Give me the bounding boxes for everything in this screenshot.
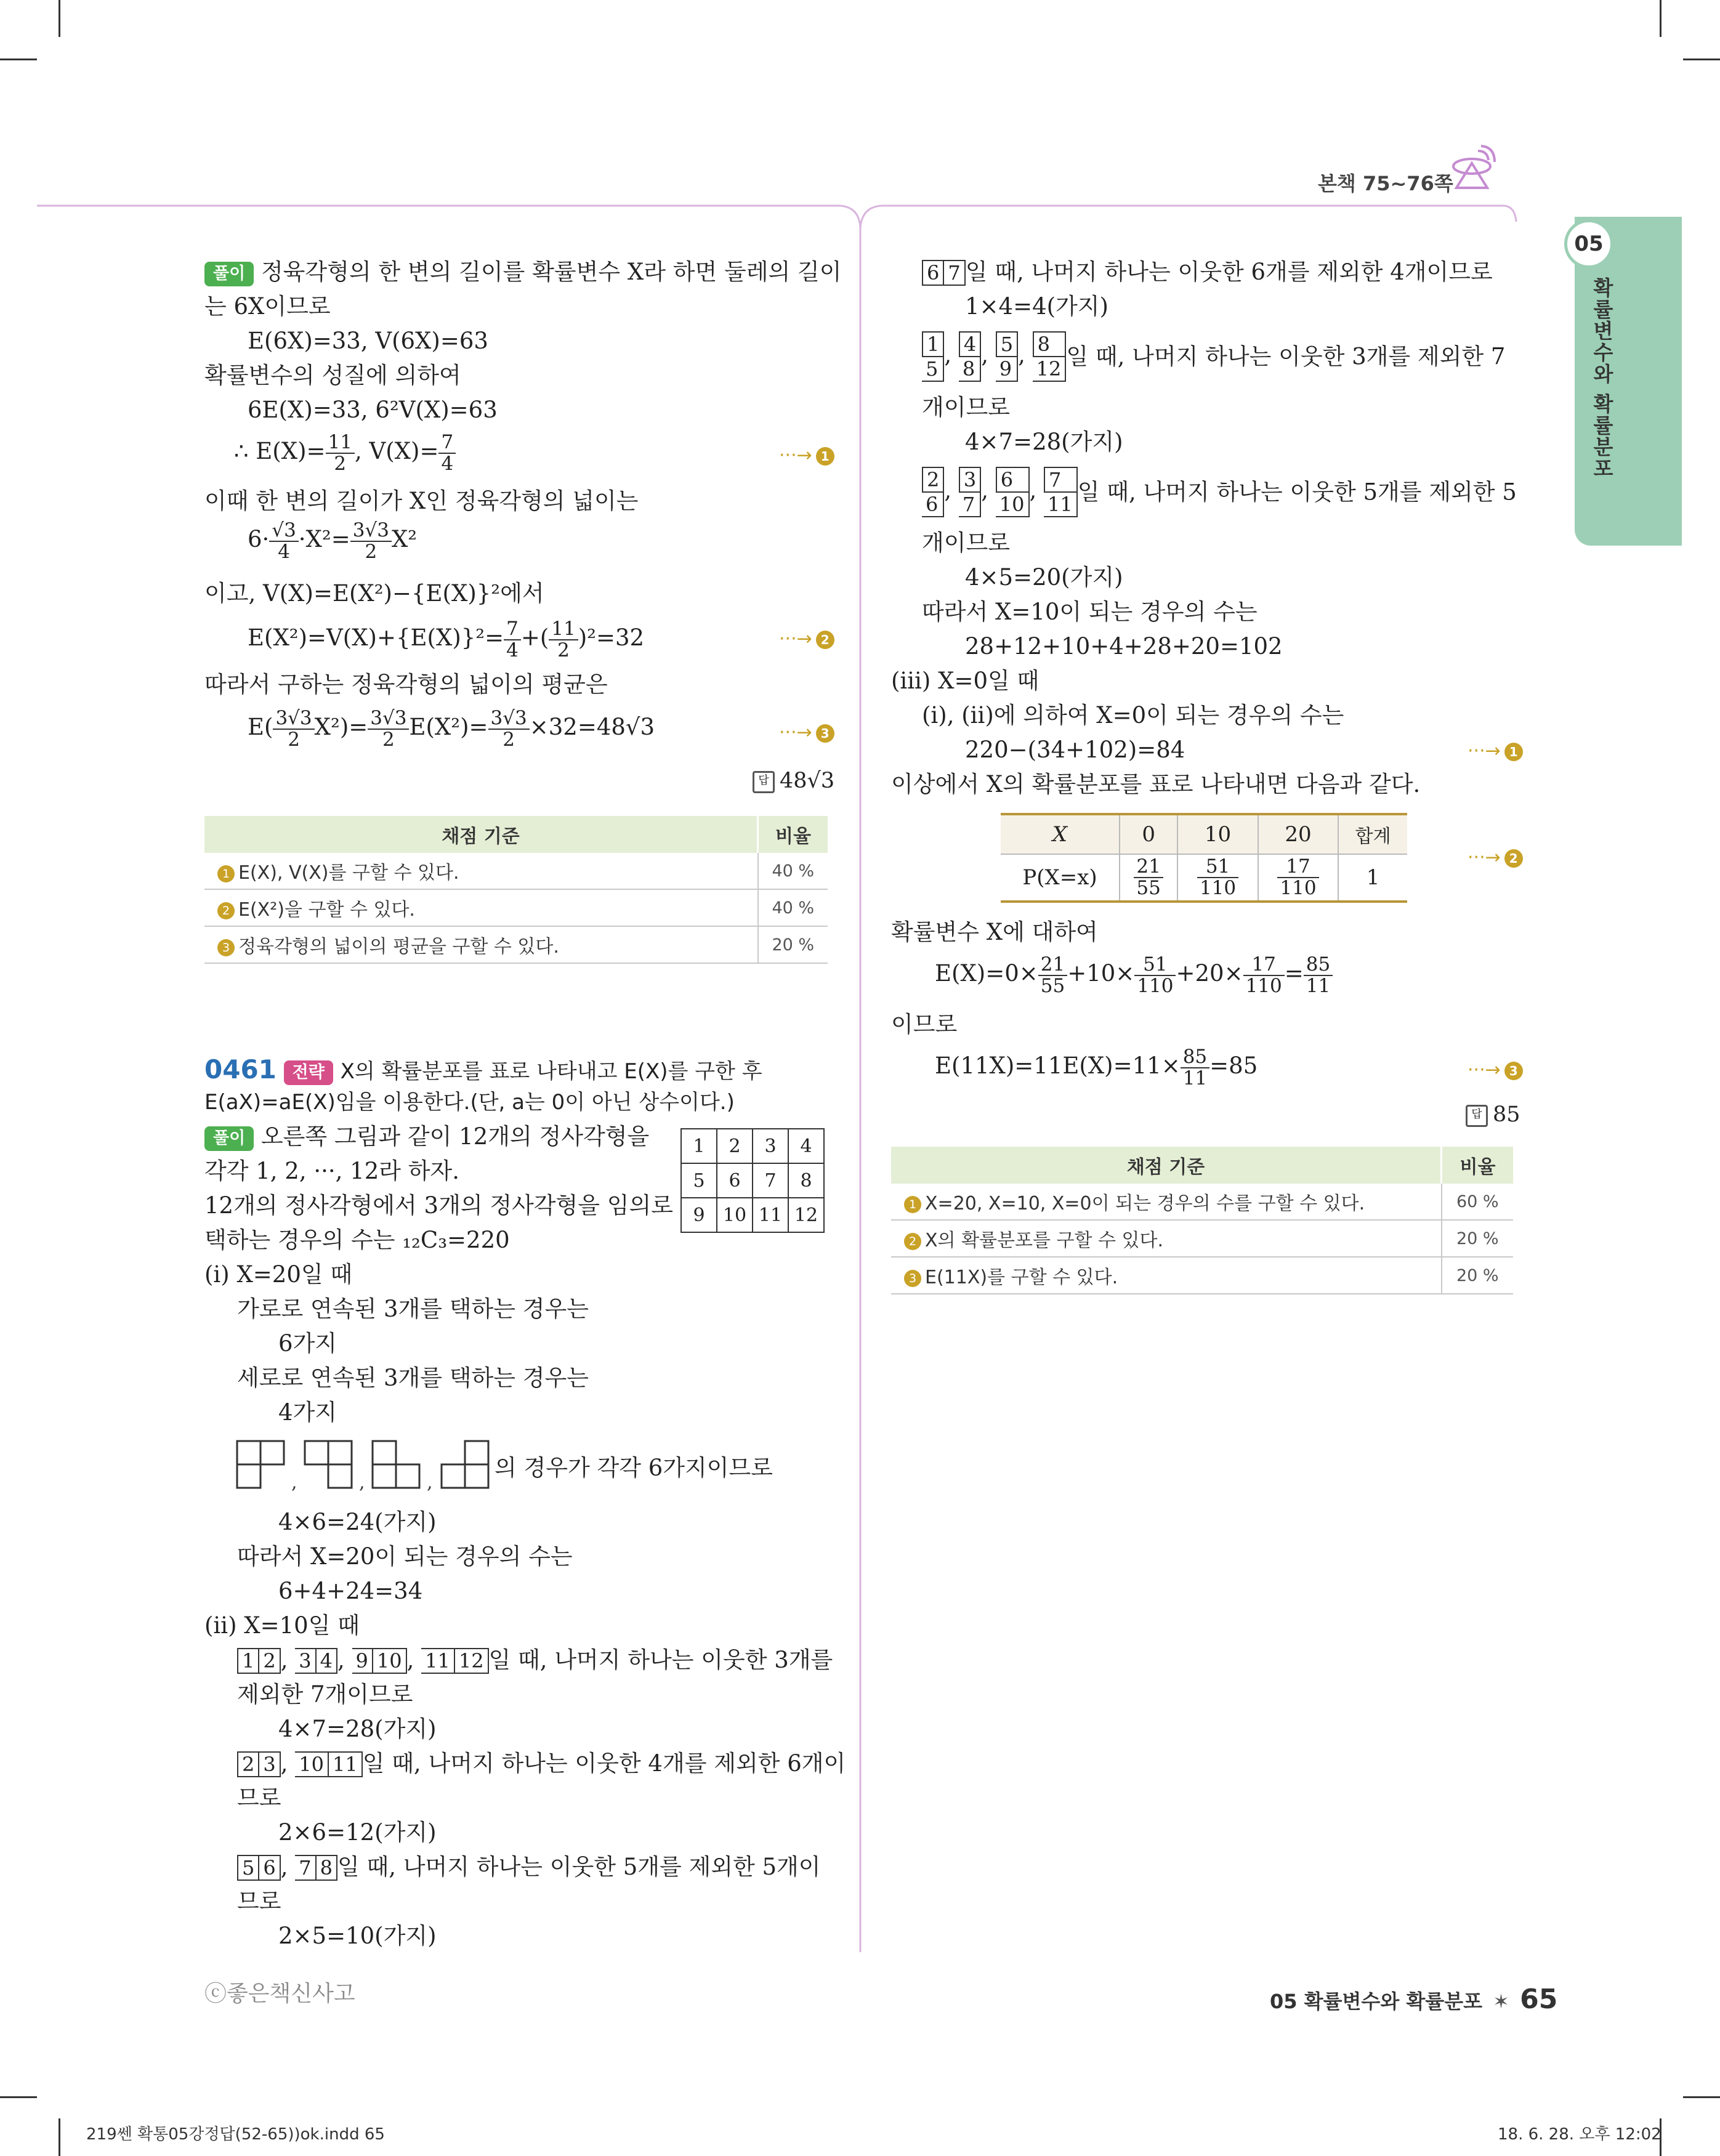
marker-3: ···→ 3 (1468, 1059, 1523, 1081)
solution-line: 1 2 , 3 4 , 9 10 , 11 12 일 때, 나머지 하나는 이웃한 3개를 (237, 1645, 833, 1675)
scoring-table (204, 816, 828, 964)
copyright: ⓒ좋은책신사고 (204, 1981, 355, 2006)
equation: E(X²)=V(X)+{E(X)}²= $\frac{7}{4}$ +( $\frac{11}{2}$ )²=32 (248, 618, 645, 661)
equation: E(X)=0× $\frac{21}{55}$ +10× $\frac{51}{110}$ +20× $\frac{17}{110}$ = $\frac{85}{11}$ (935, 955, 1333, 996)
solution-line: 따라서 구하는 정육각형의 넓이의 평균은 (204, 671, 608, 698)
solution-line: 6 7 일 때, 나머지 하나는 이웃한 6개를 제외한 4개이므로 (922, 257, 1493, 287)
equation: 28+12+10+4+28+20=102 (965, 633, 1283, 660)
equation: E(11X)=11E(X)=11× $\frac{85}{11}$ =85 (935, 1046, 1258, 1089)
marker-3: ···→ 3 (779, 722, 834, 743)
solution-line: 확률변수의 성질에 의하여 (204, 362, 461, 389)
solution-line: 므로 (237, 1785, 281, 1811)
answer-icon: 답 (753, 771, 775, 793)
answer-icon: 답 (1466, 1105, 1488, 1127)
solution-line: 따라서 X=20이 되는 경우의 수는 (237, 1543, 573, 1570)
chapter-tab-number: 05 (1564, 219, 1613, 268)
strategy-text: E(aX)=aE(X)임을 이용한다.(단, a는 0이 아닌 상수이다.) (204, 1090, 735, 1115)
criteria-header: 채점 기준 (891, 1147, 1442, 1184)
equation: E(6X)=33, V(6X)=63 (248, 328, 488, 354)
svg-text:,: , (427, 1472, 433, 1493)
book-reference: 본책 75~76쪽 (1318, 172, 1453, 195)
solution-line: 5 6 , 7 8 일 때, 나머지 하나는 이웃한 5개를 제외한 5개이 (237, 1852, 821, 1882)
equation: 2×5=10(가지) (278, 1923, 437, 1949)
table-row: 2 E(X²)을 구할 수 있다. 40 % (204, 889, 828, 926)
equation: 6· $\frac{√3}{4}$ ·X²= $\frac{3√3}{2}$ X² (248, 519, 418, 563)
strategy-text: X의 확률분포를 표로 나타내고 E(X)를 구한 후 (340, 1059, 762, 1084)
table-row: 1 X=20, X=10, X=0이 되는 경우의 수를 구할 수 있다. 60 % (891, 1184, 1513, 1220)
strategy-badge: 전략 (284, 1060, 333, 1085)
solution-line: 2 3 , 10 11 일 때, 나머지 하나는 이웃한 4개를 제외한 6개이 (237, 1749, 846, 1778)
case-title: (ⅲ) X=0일 때 (891, 668, 1040, 694)
file-slug: 219쎈 확통05강정답(52-65))ok.indd 65 (86, 2125, 385, 2144)
svg-text:,: , (291, 1472, 297, 1493)
equation: 4×6=24(가지) (278, 1509, 437, 1535)
equation: 220−(34+102)=84 (965, 737, 1185, 763)
solution-line: $\frac{1}{5}$ , $\frac{4}{8}$ , $\frac{5}{9}$ , $\frac{8}{12}$ 일 때, 나머지 하나는 이웃한 3개를 제외한 7 (922, 331, 1505, 382)
table-row: 1 E(X), V(X)를 구할 수 있다. 40 % (204, 853, 828, 889)
solution-line: 이고, V(X)=E(X²)−{E(X)}²에서 (204, 580, 544, 607)
equation: ∴ E(X)= $\frac{11}{2}$ , V(X)= $\frac{7}{4}$ (234, 432, 456, 474)
equation: 4×7=28(가지) (278, 1716, 437, 1742)
case-title: (ⅰ) X=20일 때 (204, 1261, 353, 1288)
solution-line: 풀이 오른쪽 그림과 같이 12개의 정사각형을 (204, 1122, 649, 1152)
equation: 1×4=4(가지) (965, 293, 1108, 320)
solution-line: (ⅰ), (ⅱ)에 의하여 X=0이 되는 경우의 수는 (922, 702, 1344, 729)
solution-line: 이때 한 변의 길이가 X인 정육각형의 넓이는 (204, 488, 639, 514)
solution-line: 택하는 경우의 수는 ₁₂C₃=220 (204, 1227, 510, 1253)
equation: 2×6=12(가지) (278, 1819, 437, 1846)
footer-chapter: 05 확률변수와 확률분포 ✶ 65 (1270, 1984, 1558, 2015)
solution-line: 각각 1, 2, ···, 12라 하자. (204, 1158, 460, 1184)
solution-badge: 풀이 (204, 262, 254, 286)
case-title: (ⅱ) X=10일 때 (204, 1612, 360, 1639)
svg-text:,: , (359, 1472, 365, 1493)
equation: 6가지 (278, 1330, 337, 1357)
solution-badge: 풀이 (204, 1126, 254, 1151)
table-row: 3 E(11X)를 구할 수 있다. 20 % (891, 1257, 1513, 1294)
table-row: 2 X의 확률분포를 구할 수 있다. 20 % (891, 1220, 1513, 1257)
solution-line: 따라서 X=10이 되는 경우의 수는 (922, 599, 1258, 625)
criteria-header: 채점 기준 (204, 816, 758, 853)
equation: 4×7=28(가지) (965, 429, 1123, 455)
chapter-tab-title: 확률변수와 확률분포 (1590, 277, 1614, 480)
scoring-table (891, 1147, 1513, 1294)
solution-line: 이상에서 X의 확률분포를 표로 나타내면 다음과 같다. (891, 771, 1421, 797)
square-grid: 1 2 3 4 5 6 7 8 9 10 11 12 (680, 1128, 825, 1233)
solution-line: 확률변수 X에 대하여 (891, 919, 1098, 945)
problem-number: 0461 (204, 1054, 277, 1084)
ratio-header: 비율 (1442, 1147, 1514, 1184)
solution-line: 제외한 7개이므로 (237, 1681, 413, 1708)
equation: E( $\frac{3√3}{2}$ X²)= $\frac{3√3}{2}$ E(X²)= $\frac{3√3}{2}$ ×32=48√3 (248, 707, 655, 751)
l-shape-figures (234, 1438, 505, 1493)
problem-header (204, 1053, 762, 1087)
star-icon: ✶ (1493, 1990, 1509, 2013)
solution-line: 의 경우가 각각 6가지이므로 (495, 1455, 773, 1481)
equation: 6+4+24=34 (278, 1578, 423, 1604)
answer: 답 85 (1466, 1102, 1520, 1127)
distribution-table: X 0 10 20 합계 P(X=x) $\frac{21}{55}$ $\frac{51}{110}$ $\frac{17}{110}$ 1 (1001, 813, 1407, 903)
solution-line: 세로로 연속된 3개를 택하는 경우는 (237, 1365, 589, 1391)
solution-line: $\frac{2}{6}$ , $\frac{3}{7}$ , $\frac{6}{10}$ , $\frac{7}{11}$ 일 때, 나머지 하나는 이웃한 5개를 제외한 5 (922, 467, 1517, 517)
equation: 4×5=20(가지) (965, 564, 1123, 591)
marker-2: ···→ 2 (779, 628, 834, 650)
print-datetime: 18. 6. 28. 오후 12:02 (1498, 2125, 1661, 2144)
marker-1: ···→ 1 (1468, 740, 1523, 762)
answer: 답 48√3 (753, 769, 834, 793)
equation: 6E(X)=33, 6²V(X)=63 (248, 397, 498, 423)
equation: 4가지 (278, 1399, 337, 1426)
page-number: 65 (1520, 1984, 1558, 2015)
solution-line: 개이므로 (922, 394, 1010, 421)
solution-line: 므로 (237, 1888, 281, 1915)
ratio-header: 비율 (758, 816, 828, 853)
solution-line: 개이므로 (922, 530, 1010, 556)
table-row: 3 정육각형의 넓이의 평균을 구할 수 있다. 20 % (204, 926, 828, 963)
solution-text: 정육각형의 한 변의 길이를 확률변수 X라 하면 둘레의 길이 (260, 259, 842, 285)
marker-2: ···→ 2 (1468, 847, 1523, 868)
solution-line (204, 257, 841, 287)
solution-line: 12개의 정사각형에서 3개의 정사각형을 임의로 (204, 1192, 674, 1219)
solution-line: 가로로 연속된 3개를 택하는 경우는 (237, 1296, 589, 1322)
solution-line: 는 6X이므로 (204, 293, 331, 320)
solution-line: 이므로 (891, 1011, 958, 1038)
marker-1: ···→ 1 (779, 445, 834, 466)
